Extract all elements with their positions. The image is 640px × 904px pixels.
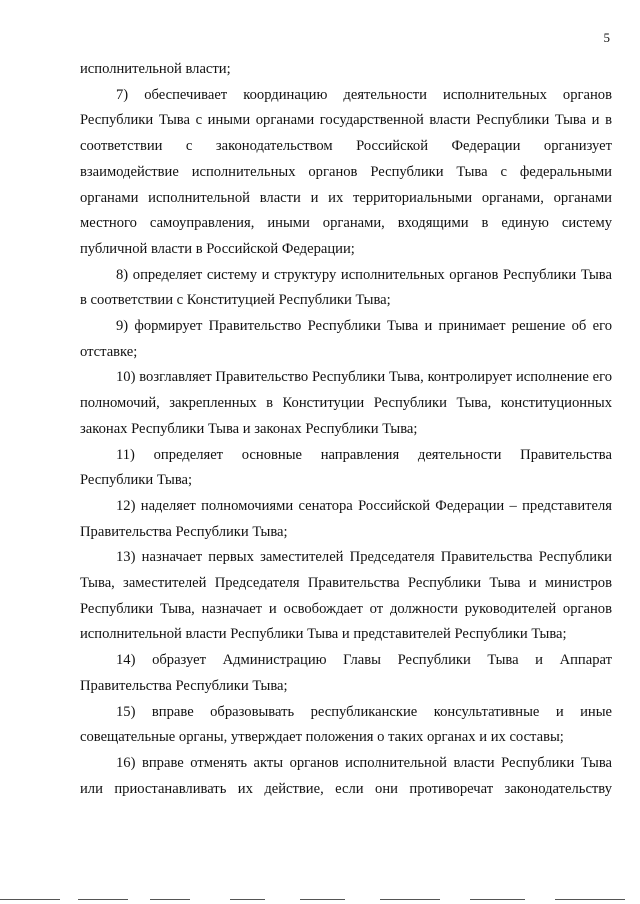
document-body (80, 57, 612, 802)
paragraph-item-16: 16) вправе отменять акты органов исполнительной власти Республики Тыва или приостанавливать их действие, если они противоречат законодательству (80, 754, 612, 797)
scan-dash (300, 899, 345, 900)
paragraph-item-9: 9) формирует Правительство Республики Тыва и принимает решение об его отставке; (80, 318, 612, 360)
paragraph-item-14: 14) образует Администрацию Главы Республики Тыва и Аппарат Правительства Республики Тыва; (80, 652, 612, 694)
scan-edge-dashes (0, 896, 640, 904)
paragraph-item-13: 13) назначает первых заместителей Председателя Правительства Республики Тыва, заместителей Председателя Правительства Республики Тыва и министров Республики Тыва, назначает и освобождает от должности руководителей органов исполнительной власти Республики Тыва и представителей Республики Тыва; (80, 549, 612, 643)
paragraph-item-10: 10) возглавляет Правительство Республики Тыва, контролирует исполнение его полномочий, закрепленных в Конституции Республики Тыва, конституционных законах Республики Тыва и законах Республики Тыва; (80, 369, 612, 437)
paragraph-item-15: 15) вправе образовывать республиканские консультативные и иные совещательные органы, утверждает положения о таких органах и их составы; (80, 703, 612, 746)
scan-dash (78, 899, 128, 900)
scan-dash (0, 899, 60, 900)
page-number: 5 (603, 30, 610, 45)
scan-dash (470, 899, 525, 900)
scan-dash (150, 899, 190, 900)
paragraph-item-8: 8) определяет систему и структуру исполнительных органов Республики Тыва в соответствии с Конституцией Республики Тыва; (80, 266, 612, 309)
paragraph-item-7: 7) обеспечивает координацию деятельности исполнительных органов Республики Тыва с иными органами государственной власти Республики Тыва и в соответствии с законодательством Российской Федерации организует взаимодействие исполнительных органов Республики Тыва с федеральными органами исполнительной власти и их территориальными органами, органами местного самоуправления, иными органами, входящими в единую систему публичной власти в Российской Федерации; (80, 86, 612, 257)
paragraph-item-11: 11) определяет основные направления деятельности Правительства Республики Тыва; (80, 446, 612, 489)
scan-dash (380, 899, 440, 900)
scan-dash (555, 899, 625, 900)
paragraph-continuation: исполнительной власти; (80, 61, 231, 77)
scan-dash (230, 899, 265, 900)
paragraph-item-12: 12) наделяет полномочиями сенатора Российской Федерации – представителя Правительства Республики Тыва; (80, 497, 612, 540)
